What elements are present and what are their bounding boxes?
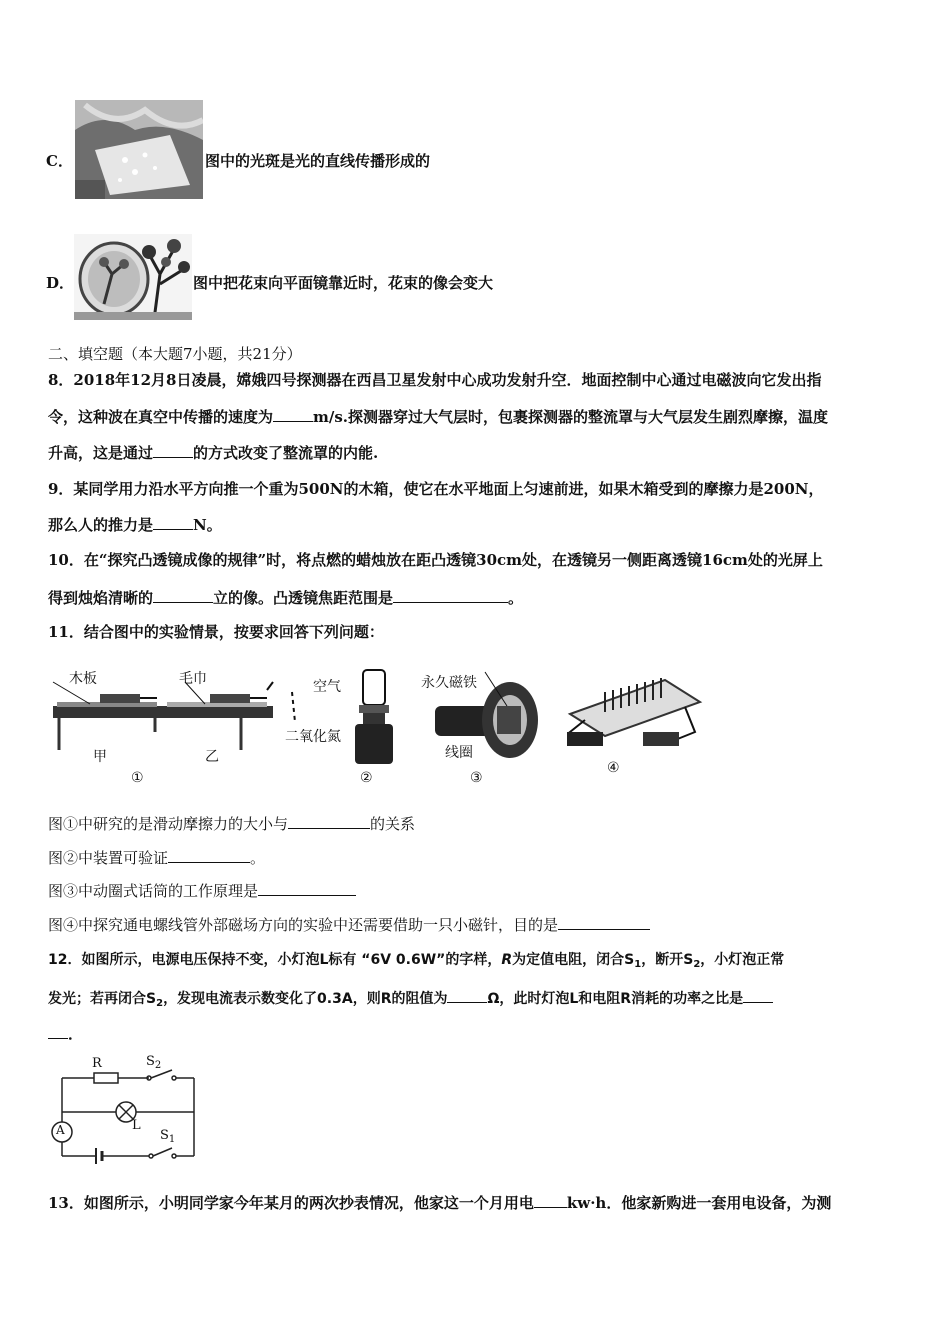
q13-line1-a: 13．如图所示，小明同学家今年某月的两次抄表情况，他家这一个月用电: [48, 1194, 534, 1212]
q12-blank-resistance[interactable]: [447, 988, 487, 1003]
q9-line1: 9．某同学用力沿水平方向推一个重为500N的木箱，使它在水平地面上匀速前进，如果木箱受到的摩擦力是200N，: [48, 480, 824, 498]
q8-line2-a: 令，这种波在真空中传播的速度为: [48, 408, 274, 426]
fig-label-jia: 甲: [93, 749, 107, 765]
q10-line1: 10．在“探究凸透镜成像的规律”时，将点燃的蜡烛放在距凸透镜30cm处，在透镜另一侧距离透镜16cm处的光屏上: [48, 551, 823, 569]
q11-sub1: [48, 814, 415, 834]
circuit-label-r: R: [92, 1056, 102, 1071]
experiment-figure-drawing: [45, 662, 705, 792]
fig-num-2: ②: [360, 770, 373, 786]
q11-stem: 11．结合图中的实验情景，按要求回答下列问题：: [48, 623, 384, 641]
q9-line2-b: N。: [193, 516, 222, 534]
q12-line2-s2: 2: [156, 998, 164, 1009]
fig-num-1: ①: [131, 770, 144, 786]
q9-line2: [48, 515, 222, 535]
q11-blank-4[interactable]: [558, 915, 650, 930]
q9-line2-a: 那么人的推力是: [48, 516, 154, 534]
flower-mirror-photo: [74, 234, 192, 320]
fig-label-air: 空气: [313, 679, 341, 695]
q10-line2-b: 立的像。凸透镜焦距范围是: [213, 589, 394, 607]
q11-blank-1[interactable]: [288, 814, 370, 829]
q10-line2: [48, 588, 523, 608]
q12-line3-dot: ．: [68, 1025, 84, 1043]
q12-line1: [48, 950, 784, 975]
q12-line2-a: 发光；若再闭合S: [48, 991, 157, 1007]
circuit-diagram: [44, 1056, 204, 1166]
fig-label-magnet: 永久磁铁: [421, 675, 477, 691]
q9-blank-force[interactable]: [153, 515, 193, 530]
fig-label-board: 木板: [69, 671, 97, 687]
circuit-label-s2: [146, 1054, 161, 1071]
q12-line1-d: ，小灯泡正常: [700, 952, 785, 968]
q11-sub1-a: 图①中研究的是滑动摩擦力的大小与: [48, 815, 289, 833]
q12-line1-r: R: [501, 952, 513, 968]
q13-blank-energy[interactable]: [534, 1193, 567, 1208]
q12-line2: [48, 988, 773, 1014]
q11-sub4-a: 图④中探究通电螺线管外部磁场方向的实验中还需要借助一只小磁针，目的是: [48, 916, 559, 934]
fig-label-coil: 线圈: [445, 745, 473, 761]
circuit-label-a: A: [56, 1123, 65, 1137]
q12-line3: [48, 1024, 83, 1044]
q10-blank-image[interactable]: [153, 588, 213, 603]
q8-blank-method[interactable]: [153, 443, 193, 458]
fig-label-no2: 二氧化氮: [285, 729, 341, 745]
circuit-drawing: [44, 1056, 204, 1166]
q12-line2-b: ，发现电流表示数变化了0.3A，则R的阻值为: [163, 991, 448, 1007]
q12-line2-c: Ω，此时灯泡L和电阻R消耗的功率之比是: [487, 991, 744, 1007]
fig-label-yi: 乙: [205, 749, 219, 765]
option-c-text: 图中的光斑是光的直线传播形成的: [205, 152, 431, 170]
q11-sub2-b: 。: [250, 849, 266, 867]
q8-line2: [48, 407, 828, 427]
q12-line1-s2: 2: [693, 959, 701, 970]
sunlight-spots-photo: [75, 100, 203, 199]
q13-line1: [48, 1193, 831, 1213]
fig-num-4: ④: [607, 760, 620, 776]
option-d-letter: D．: [46, 274, 75, 292]
fig-num-3: ③: [470, 770, 483, 786]
q10-line2-a: 得到烛焰清晰的: [48, 589, 154, 607]
q11-sub1-b: 的关系: [370, 815, 416, 833]
q12-blank-ratio-cont[interactable]: [48, 1024, 68, 1039]
circuit-label-s1-sub: 1: [168, 1134, 176, 1145]
section-title: 二、填空题（本大题7小题，共21分）: [48, 345, 302, 363]
q11-sub2: [48, 848, 265, 868]
q12-line1-a: 12．如图所示，电源电压保持不变，小灯泡L标有 “6V 0.6W”的字样，: [48, 952, 502, 968]
circuit-label-s1-s: S: [160, 1128, 169, 1143]
q8-line3-a: 升高，这是通过: [48, 444, 154, 462]
sunlight-spots-image: [75, 100, 203, 199]
fig-label-towel: 毛巾: [179, 671, 207, 687]
circuit-label-s2-sub: 2: [154, 1060, 162, 1071]
circuit-label-s2-s: S: [146, 1054, 155, 1069]
q10-line2-c: 。: [508, 589, 524, 607]
q11-blank-2[interactable]: [168, 848, 250, 863]
circuit-label-l: L: [132, 1118, 141, 1133]
q11-sub3: [48, 881, 356, 901]
q8-blank-speed[interactable]: [273, 407, 313, 422]
experiment-figure: [45, 662, 705, 792]
q12-blank-ratio[interactable]: [743, 988, 773, 1003]
q8-line3: [48, 443, 378, 463]
option-d-text: 图中把花束向平面镜靠近时，花束的像会变大: [193, 274, 494, 292]
flower-mirror-image: [74, 234, 192, 320]
q8-line3-b: 的方式改变了整流罩的内能.: [193, 444, 379, 462]
q8-line2-b: m/s.探测器穿过大气层时，包裹探测器的整流罩与大气层发生剧烈摩擦，温度: [313, 408, 829, 426]
q11-sub3-a: 图③中动圈式话筒的工作原理是: [48, 882, 259, 900]
q10-blank-focal[interactable]: [393, 588, 508, 603]
q11-sub2-a: 图②中装置可验证: [48, 849, 169, 867]
option-c-letter: C．: [46, 152, 73, 170]
q12-line1-s1: 1: [634, 959, 642, 970]
q11-sub4: [48, 915, 650, 935]
q8-line1: 8．2018年12月8日凌晨，嫦娥四号探测器在西昌卫星发射中心成功发射升空．地面控制中心通过电磁波向它发出指: [48, 371, 822, 389]
circuit-label-s1: [160, 1128, 175, 1145]
q13-line1-b: kw·h．他家新购进一套用电设备，为测: [566, 1194, 832, 1212]
q12-line1-b: 为定值电阻，闭合S: [512, 952, 635, 968]
q12-line1-c: ，断开S: [641, 952, 694, 968]
q11-blank-3[interactable]: [258, 881, 356, 896]
